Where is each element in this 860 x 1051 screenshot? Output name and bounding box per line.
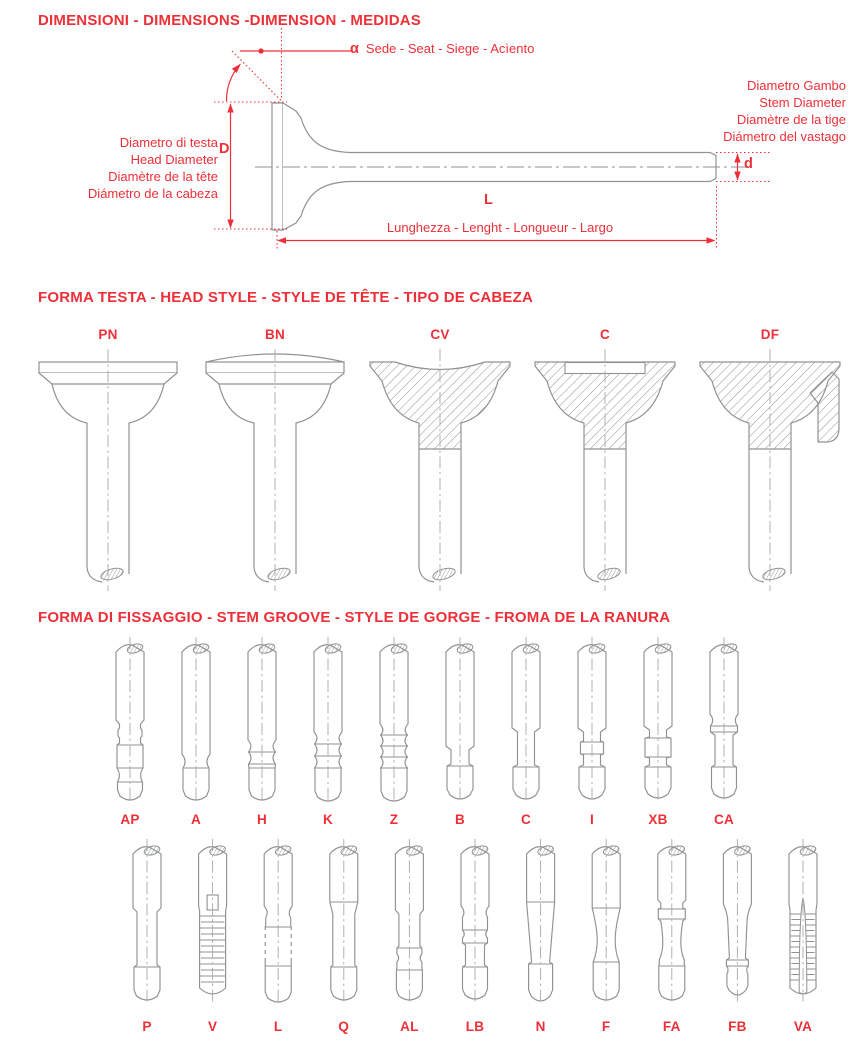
- stem-groove-figure: [578, 637, 606, 803]
- dim-letter-L: L: [484, 192, 493, 208]
- stem-groove-section-title: FORMA DI FISSAGGIO - STEM GROOVE - STYLE DE GORGE - FROMA DE LA RANURA: [38, 609, 671, 626]
- head-style-label: C: [599, 327, 611, 342]
- stem-groove-label: C: [520, 812, 532, 827]
- stem-groove-figure: [723, 839, 751, 1005]
- stem-groove-label: H: [256, 812, 268, 827]
- stem-groove-figure: [446, 637, 474, 803]
- stem-groove-label: N: [535, 1019, 546, 1034]
- stem-groove-figure: [461, 839, 489, 1005]
- stem-diameter-label: Diametro Gambo Stem Diameter Diamètre de la tige Diámetro del vastago: [723, 78, 846, 144]
- stem-groove-label: XB: [648, 812, 668, 827]
- stem-groove-label: K: [322, 812, 334, 827]
- stem-groove-label: FB: [728, 1019, 747, 1034]
- stem-groove-figure: [330, 839, 358, 1005]
- head-style-figure: [39, 349, 177, 591]
- head-diameter-label: Diametro di testa Head Diameter Diamètre de la tête Diámetro de la cabeza: [87, 135, 218, 201]
- stem-groove-label: AP: [120, 812, 140, 827]
- stem-groove-figure: [314, 637, 342, 803]
- stem-groove-label: VA: [793, 1019, 813, 1034]
- stem-groove-figure: [710, 637, 738, 803]
- head-style-label: BN: [264, 327, 286, 342]
- head-style-figure: [700, 349, 840, 591]
- stem-groove-figure: [592, 839, 620, 1005]
- head-style-figure: [535, 349, 675, 591]
- head-style-section-title: FORMA TESTA - HEAD STYLE - STYLE DE TÊTE - TIPO DE CABEZA: [38, 289, 534, 306]
- stem-groove-figure: [264, 839, 292, 1005]
- stem-groove-figure: [116, 637, 144, 803]
- stem-groove-label: FA: [662, 1019, 681, 1034]
- stem-groove-label: I: [589, 812, 595, 827]
- valve-dimension-drawing: [255, 103, 748, 230]
- dimensions-section-title: DIMENSIONI - DIMENSIONS -DIMENSION - MEDIDAS: [38, 12, 421, 29]
- stem-groove-figure: [658, 839, 686, 1005]
- stem-groove-figure: [789, 839, 817, 1005]
- stem-groove-figure: [248, 637, 276, 803]
- seat-angle-label: [350, 41, 534, 57]
- length-label: Lunghezza - Lenght - Longueur - Largo: [386, 220, 614, 235]
- dim-letter-D: D: [219, 141, 230, 157]
- stem-groove-figure: [380, 637, 408, 803]
- stem-groove-label: F: [601, 1019, 611, 1034]
- seat-label-text: Sede - Seat - Siege - Acìento: [365, 41, 535, 56]
- stem-groove-figure: [527, 839, 555, 1005]
- stem-groove-label: AL: [400, 1019, 419, 1034]
- head-style-figure: [370, 349, 510, 591]
- stem-groove-label: V: [207, 1019, 218, 1034]
- head-style-figure: [206, 349, 344, 591]
- stem-groove-figure: [133, 839, 161, 1005]
- alpha-symbol: α: [350, 41, 359, 57]
- stem-groove-label: L: [273, 1019, 283, 1034]
- dim-letter-d: d: [744, 156, 753, 172]
- stem-groove-label: B: [454, 812, 466, 827]
- stem-groove-label: P: [142, 1019, 152, 1034]
- head-style-label: CV: [430, 327, 450, 342]
- stem-groove-figure: [395, 839, 423, 1005]
- stem-groove-figure: [644, 637, 672, 803]
- stem-groove-label: LB: [465, 1019, 485, 1034]
- stem-groove-figure: [182, 637, 210, 803]
- stem-groove-label: A: [190, 812, 202, 827]
- stem-groove-figure: [512, 637, 540, 803]
- stem-groove-label: Q: [338, 1019, 350, 1034]
- head-style-label: DF: [760, 327, 780, 342]
- stem-groove-label: CA: [713, 812, 735, 827]
- stem-groove-label: Z: [389, 812, 399, 827]
- head-style-label: PN: [98, 327, 118, 342]
- stem-groove-figure: [199, 839, 227, 1005]
- head-style-drawings: [39, 349, 840, 591]
